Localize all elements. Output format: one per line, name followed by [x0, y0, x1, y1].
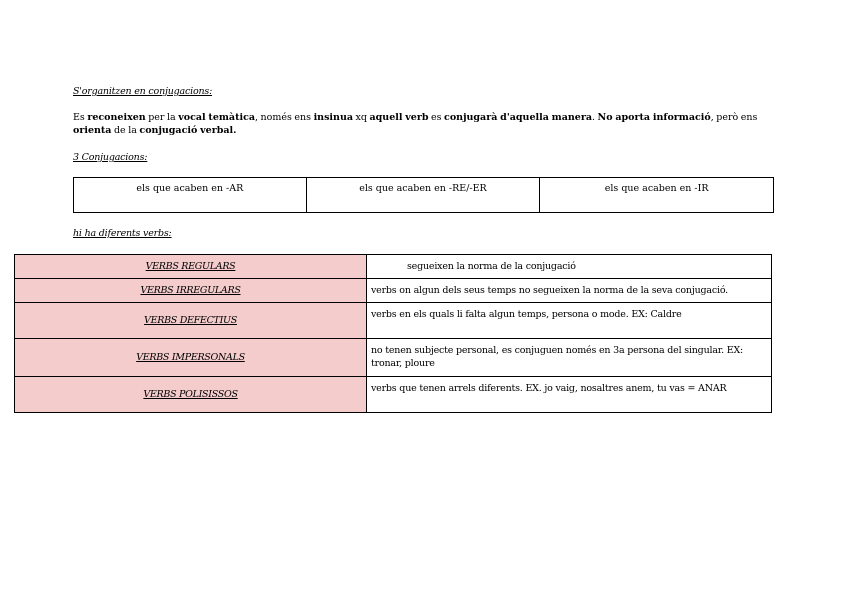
verb-type-name: VERBS IMPERSONALS	[15, 339, 367, 377]
verb-types-table	[14, 254, 772, 413]
verb-type-description: segueixen la norma de la conjugació	[367, 255, 772, 279]
verb-type-description: verbs en els quals li falta algun temps, persona o mode. EX: Caldre	[367, 303, 772, 339]
conjugation-re-er-cell: els que acaben en -RE/-ER	[306, 178, 540, 213]
table-row	[15, 303, 772, 339]
table-row	[15, 377, 772, 413]
table-row	[15, 255, 772, 279]
verb-type-description: verbs on algun dels seus temps no segueixen la norma de la seva conjugació.	[367, 279, 772, 303]
table-row	[74, 178, 774, 213]
verb-type-description: verbs que tenen arrels diferents. EX. jo vaig, nosaltres anem, tu vas = ANAR	[367, 377, 772, 413]
table-row	[15, 339, 772, 377]
conjugation-ir-cell: els que acaben en -IR	[540, 178, 774, 213]
heading-conjugations-organization: S'organitzen en conjugacions:	[73, 86, 213, 97]
verb-type-name: VERBS POLISISSOS	[15, 377, 367, 413]
conjugations-table	[73, 177, 774, 213]
verb-type-name: VERBS DEFECTIUS	[15, 303, 367, 339]
verb-type-name: VERBS REGULARS	[15, 255, 367, 279]
intro-paragraph: Es reconeixen per la vocal temàtica, només ens insinua xq aquell verb es conjugarà d'aquella manera. No aporta informació, però ens orienta de la conjugació verbal.	[73, 112, 758, 136]
verb-type-name: VERBS IRREGULARS	[15, 279, 367, 303]
heading-verb-types: hi ha diferents verbs:	[73, 228, 172, 239]
conjugation-ar-cell: els que acaben en -AR	[74, 178, 307, 213]
verb-type-description: no tenen subjecte personal, es conjuguen només en 3a persona del singular. EX: tronar, ploure	[367, 339, 772, 377]
heading-three-conjugations: 3 Conjugacions:	[73, 152, 148, 163]
table-row	[15, 279, 772, 303]
